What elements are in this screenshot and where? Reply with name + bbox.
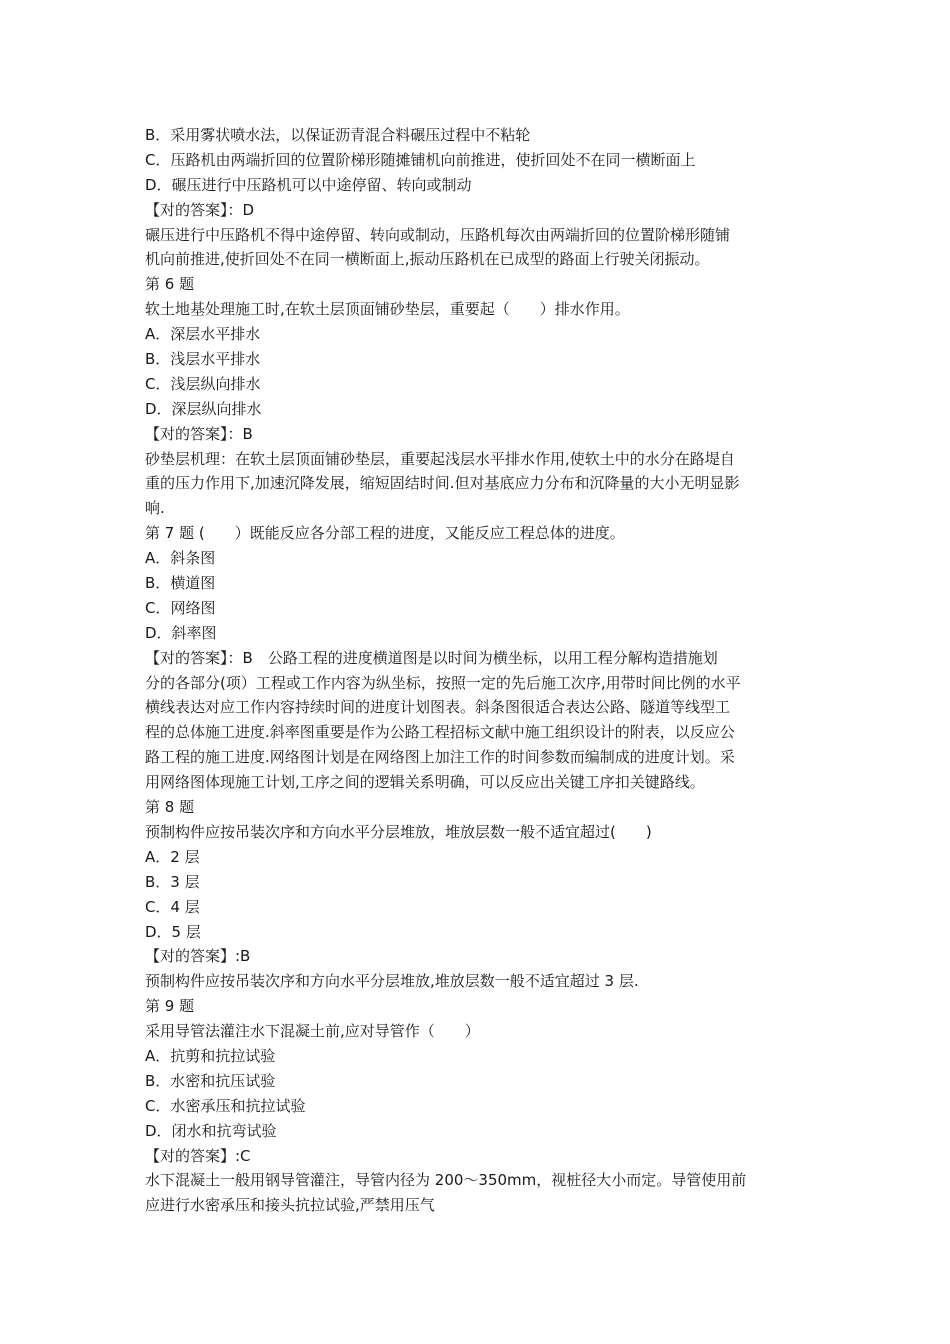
text-line: B．横道图 [145, 574, 216, 593]
text-line: A．2 层 [145, 847, 200, 866]
text-line: D．闭水和抗弯试验 [145, 1121, 277, 1140]
text-line: 第 6 题 [145, 275, 195, 294]
text-line: 【对的答案】：D [145, 200, 255, 219]
text-line: C．浅层纵向排水 [145, 374, 261, 393]
text-line: D．深层纵向排水 [145, 399, 262, 418]
text-line: 【对的答案】：B [145, 424, 253, 443]
text-line: 【对的答案】:B [145, 947, 251, 966]
text-line: 第 8 题 [145, 798, 195, 817]
text-line: A．斜条图 [145, 549, 216, 568]
text-line: 程的总体施工进度.斜率图重要是作为公路工程招标文献中施工组织设计的附表，以反应公 [145, 723, 735, 742]
text-line: 用网络图体现施工计划,工序之间的逻辑关系明确，可以反应出关键工序扣关键路线。 [145, 773, 705, 792]
text-line: 应进行水密承压和接头抗拉试验,严禁用压气 [145, 1196, 435, 1215]
document-body [145, 123, 815, 1218]
text-line: 重的压力作用下,加速沉降发展，缩短固结时间.但对基底应力分布和沉降量的大小无明显影 [145, 474, 740, 493]
text-line: 第 7 题 ( ）既能反应各分部工程的进度，又能反应工程总体的进度。 [145, 524, 625, 543]
text-line: 预制构件应按吊装次序和方向水平分层堆放，堆放层数一般不适宜超过( ) [145, 822, 652, 841]
text-line: 横线表达对应工作内容持续时间的进度计划图表。斜条图很适合表达公路、隧道等线型工 [145, 698, 731, 717]
text-line: 第 9 题 [145, 997, 195, 1016]
text-line: C．4 层 [145, 897, 200, 916]
text-line: A．抗剪和抗拉试验 [145, 1046, 276, 1065]
text-line: 响. [145, 499, 165, 518]
text-line: B．水密和抗压试验 [145, 1071, 276, 1090]
text-line: C．网络图 [145, 598, 216, 617]
text-line: 机向前推进,使折回处不在同一横断面上,振动压路机在已成型的路面上行驶关闭振动。 [145, 250, 710, 269]
text-line: 预制构件应按吊装次序和方向水平分层堆放,堆放层数一般不适宜超过 3 层. [145, 972, 639, 991]
text-line: B．采用雾状喷水法，以保证沥青混合料碾压过程中不粘轮 [145, 126, 531, 144]
text-line: 分的各部分(项）工程或工作内容为纵坐标，按照一定的先后施工次序,用带时间比例的水平 [145, 673, 741, 692]
text-line: C．水密承压和抗拉试验 [145, 1096, 306, 1115]
text-line: 水下混凝土一般用钢导管灌注，导管内径为 200～350mm，视桩径大小而定。导管使用前 [145, 1171, 747, 1190]
text-line: 【对的答案】:C [145, 1146, 251, 1165]
text-line: D．碾压进行中压路机可以中途停留、转向或制动 [145, 175, 472, 194]
text-line: 碾压进行中压路机不得中途停留、转向或制动，压路机每次由两端折回的位置阶梯形随铺 [145, 225, 731, 244]
text-line: D．5 层 [145, 922, 201, 941]
text-line: B．3 层 [145, 872, 200, 891]
text-line: 采用导管法灌注水下混凝土前,应对导管作（ ） [145, 1022, 480, 1041]
text-line: 软土地基处理施工时,在软土层顶面铺砂垫层，重要起（ ）排水作用。 [145, 300, 630, 319]
text-line: 路工程的施工进度.网络图计划是在网络图上加注工作的时间参数而编制成的进度计划。采 [145, 748, 735, 767]
text-line: A．深层水平排水 [145, 325, 261, 344]
text-line: 砂垫层机理：在软土层顶面铺砂垫层，重要起浅层水平排水作用,使软土中的水分在路堤自 [145, 449, 735, 468]
text-line: B．浅层水平排水 [145, 350, 261, 369]
text-line: 【对的答案】：B 公路工程的进度横道图是以时间为横坐标，以用工程分解构造措施划 [145, 648, 718, 667]
text-line: C．压路机由两端折回的位置阶梯形随摊铺机向前推进，使折回处不在同一横断面上 [145, 150, 696, 169]
text-line: D．斜率图 [145, 623, 217, 642]
